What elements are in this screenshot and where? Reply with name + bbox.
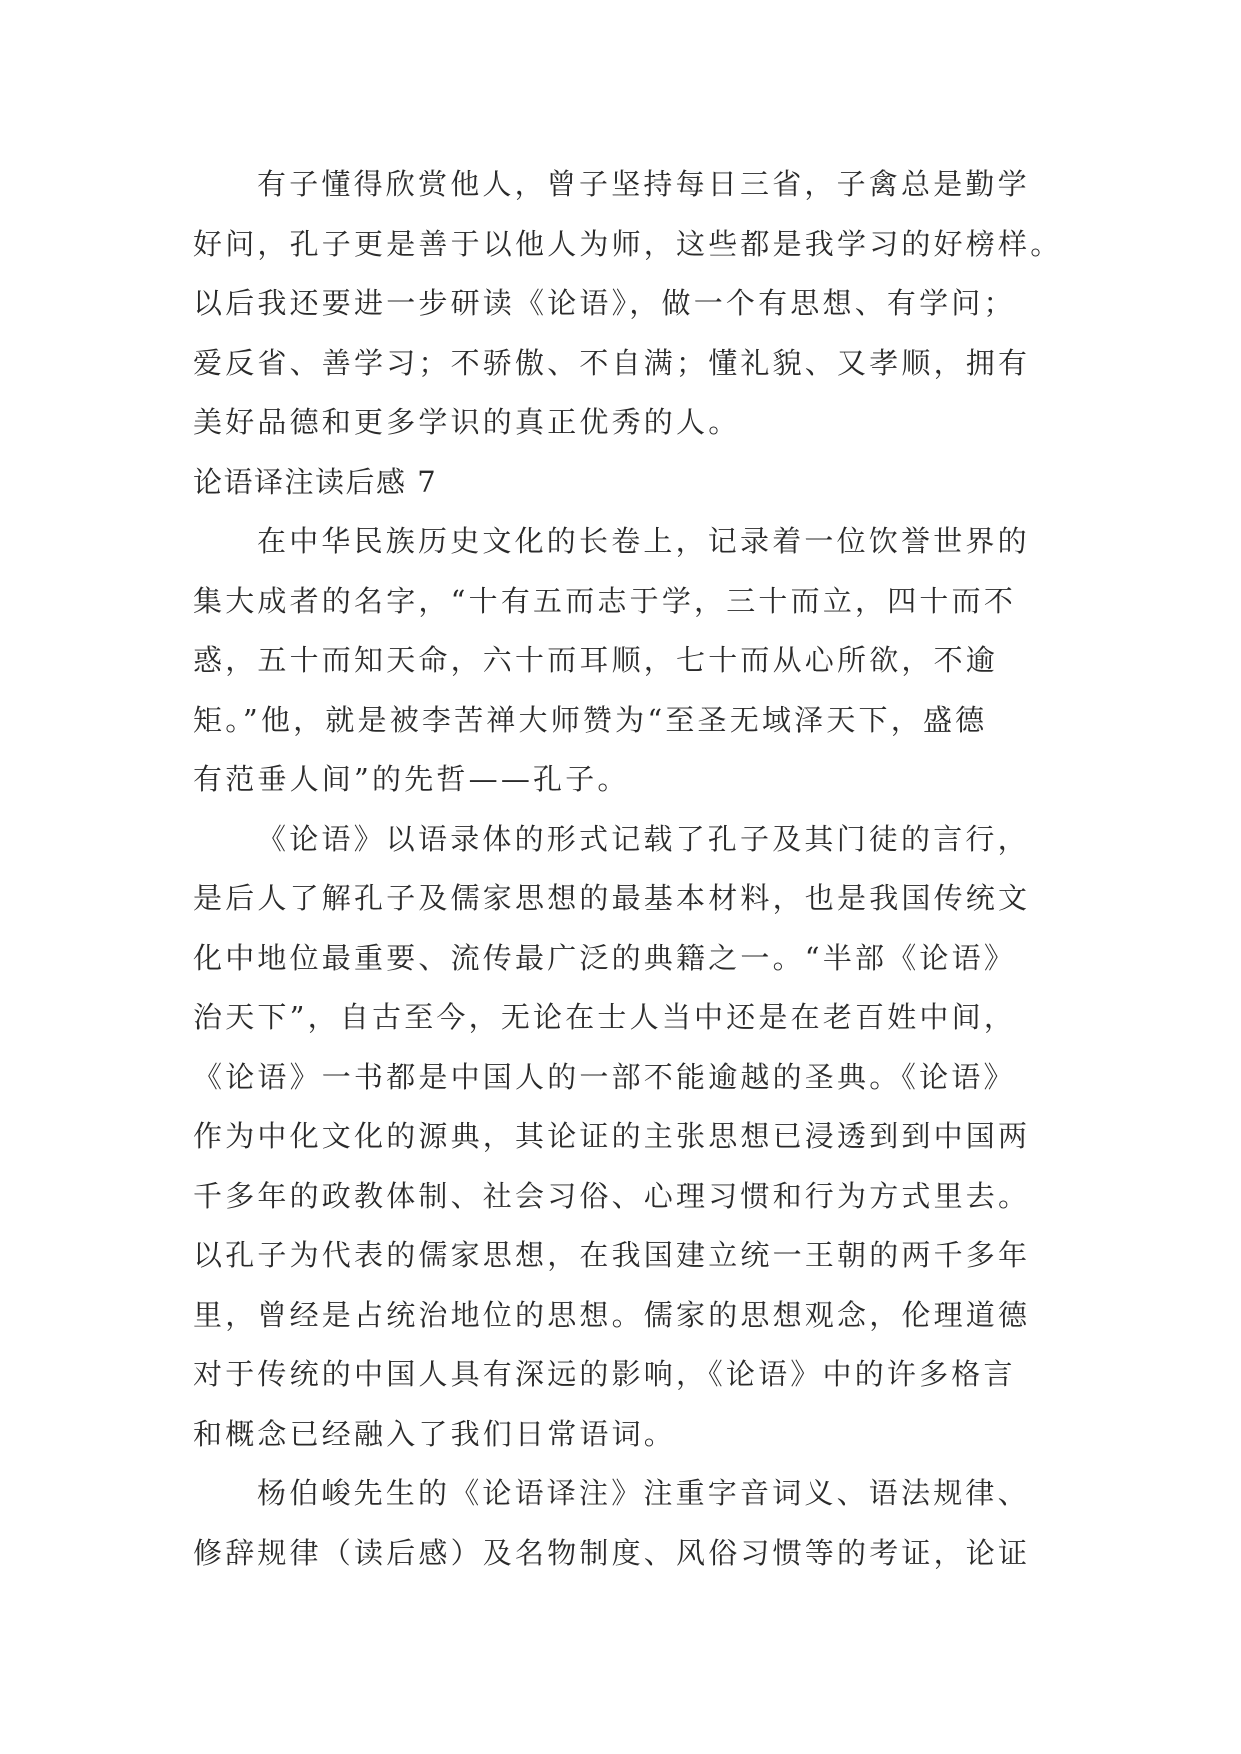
section-heading: 论语译注读后感 7 [193, 464, 438, 499]
paragraph-line: 有子懂得欣赏他人，曾子坚持每日三省，子禽总是勤学 [257, 167, 1030, 201]
paragraph-line: 在中华民族历史文化的长卷上，记录着一位饮誉世界的 [257, 524, 1030, 558]
paragraph-line: 好问，孔子更是善于以他人为师，这些都是我学习的好榜样。 [193, 226, 1063, 261]
paragraph-line: 治天下”，自古至今，无论在士人当中还是在老百姓中间， [193, 1000, 1017, 1034]
paragraph-line: 惑，五十而知天命，六十而耳顺，七十而从心所欲，不逾 [193, 643, 999, 677]
paragraph-line: 《论语》以语录体的形式记载了孔子及其门徒的言行， [257, 821, 1030, 856]
paragraph-line: 作为中化文化的源典，其论证的主张思想已浸透到到中国两 [193, 1119, 1031, 1153]
paragraph-line: 对于传统的中国人具有深远的影响，《论语》中的许多格言 [193, 1357, 1016, 1391]
document-body [193, 155, 1063, 1583]
paragraph-line: 《论语》一书都是中国人的一部不能逾越的圣典。《论语》 [193, 1059, 1016, 1094]
paragraph-line: 化中地位最重要、流传最广泛的典籍之一。“半部《论语》 [193, 940, 1017, 975]
paragraph-line: 美好品德和更多学识的真正优秀的人。 [193, 405, 741, 439]
paragraph-line: 矩。”他，就是被李苦禅大师赞为“至圣无域泽天下，盛德 [193, 702, 988, 737]
paragraph-line: 集大成者的名字，“十有五而志于学，三十而立，四十而不 [193, 583, 1017, 618]
paragraph-line: 千多年的政教体制、社会习俗、心理习惯和行为方式里去。 [193, 1178, 1031, 1213]
paragraph-line: 是后人了解孔子及儒家思想的最基本材料，也是我国传统文 [193, 881, 1031, 915]
paragraph-line: 杨伯峻先生的《论语译注》注重字音词义、语法规律、 [257, 1476, 1030, 1510]
paragraph-line: 以后我还要进一步研读《论语》，做一个有思想、有学问； [193, 286, 1016, 320]
paragraph-line: 和概念已经融入了我们日常语词。 [193, 1416, 677, 1451]
paragraph-line: 爱反省、善学习；不骄傲、不自满；懂礼貌、又孝顺，拥有 [193, 345, 1031, 380]
paragraph-line: 里，曾经是占统治地位的思想。儒家的思想观念，伦理道德 [193, 1297, 1031, 1332]
paragraph-line: 以孔子为代表的儒家思想，在我国建立统一王朝的两千多年 [193, 1238, 1031, 1272]
paragraph-line: 修辞规律（读后感）及名物制度、风俗习惯等的考证，论证 [193, 1535, 1031, 1570]
paragraph-line: 有范垂人间”的先哲——孔子。 [193, 762, 630, 796]
